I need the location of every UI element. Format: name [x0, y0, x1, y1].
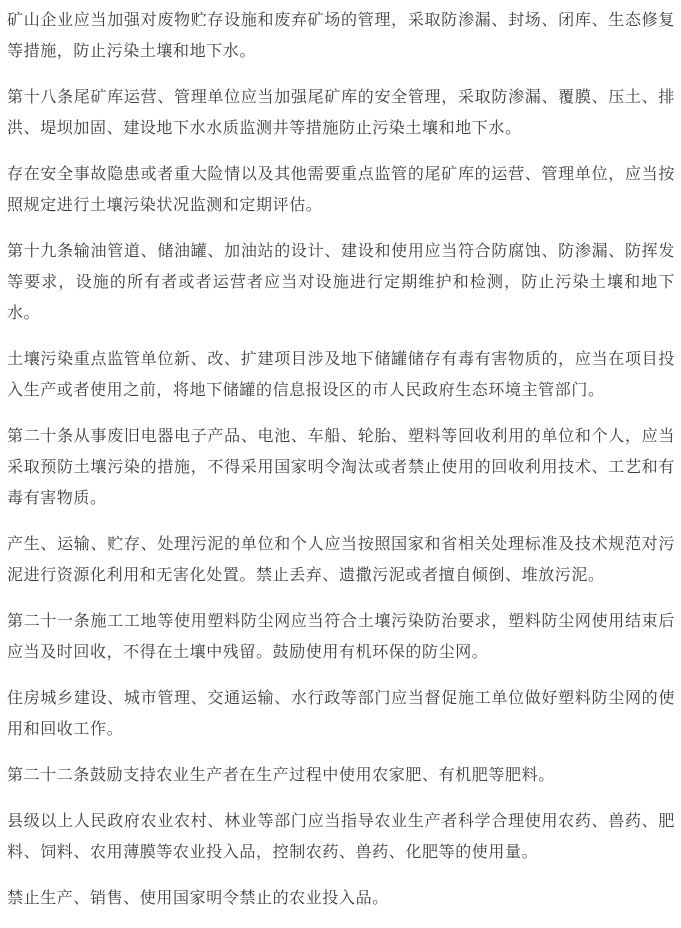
paragraph-sludge: 产生、运输、贮存、处理污泥的单位和个人应当按照国家和省相关处理标准及技术规范对污泥进行资源化利用和无害化处置。禁止丢弃、遗撒污泥或者擅自倾倒、堆放污泥。 [7, 534, 675, 584]
paragraph-article-18: 第十八条尾矿库运营、管理单位应当加强尾矿库的安全管理，采取防渗漏、覆膜、压土、排洪、堤坝加固、建设地下水水质监测井等措施防止污染土壤和地下水。 [7, 87, 675, 137]
paragraph-agricultural-inputs: 县级以上人民政府农业农村、林业等部门应当指导农业生产者科学合理使用农药、兽药、肥料、饲料、农用薄膜等农业投入品，控制农药、兽药、化肥等的使用量。 [7, 811, 675, 861]
paragraph-article-19: 第十九条输油管道、储油罐、加油站的设计、建设和使用应当符合防腐蚀、防渗漏、防挥发等要求，设施的所有者或者运营者应当对设施进行定期维护和检测，防止污染土壤和地下水。 [7, 241, 675, 322]
paragraph-article-22: 第二十二条鼓励支持农业生产者在生产过程中使用农家肥、有机肥等肥料。 [7, 765, 555, 784]
paragraph-article-21: 第二十一条施工工地等使用塑料防尘网应当符合土壤污染防治要求，塑料防尘网使用结束后应当及时回收，不得在土壤中残留。鼓励使用有机环保的防尘网。 [7, 611, 675, 661]
paragraph-mine-waste: 矿山企业应当加强对废物贮存设施和废弃矿场的管理，采取防渗漏、封场、闭库、生态修复等措施，防止污染土壤和地下水。 [7, 10, 675, 60]
article-body [7, 4, 675, 928]
paragraph-underground-tanks: 土壤污染重点监管单位新、改、扩建项目涉及地下储罐储存有毒有害物质的，应当在项目投入生产或者使用之前，将地下储罐的信息报设区的市人民政府生态环境主管部门。 [7, 349, 675, 399]
paragraph-article-20: 第二十条从事废旧电器电子产品、电池、车船、轮胎、塑料等回收利用的单位和个人，应当采取预防土壤污染的措施，不得采用国家明令淘汰或者禁止使用的回收利用技术、工艺和有毒有害物质。 [7, 426, 675, 507]
paragraph-prohibited-inputs: 禁止生产、销售、使用国家明令禁止的农业投入品。 [7, 888, 389, 907]
paragraph-dust-net-supervision: 住房城乡建设、城市管理、交通运输、水行政等部门应当督促施工单位做好塑料防尘网的使用和回收工作。 [7, 688, 675, 738]
paragraph-tailings-monitoring: 存在安全事故隐患或者重大险情以及其他需要重点监管的尾矿库的运营、管理单位，应当按照规定进行土壤污染状况监测和定期评估。 [7, 164, 675, 214]
